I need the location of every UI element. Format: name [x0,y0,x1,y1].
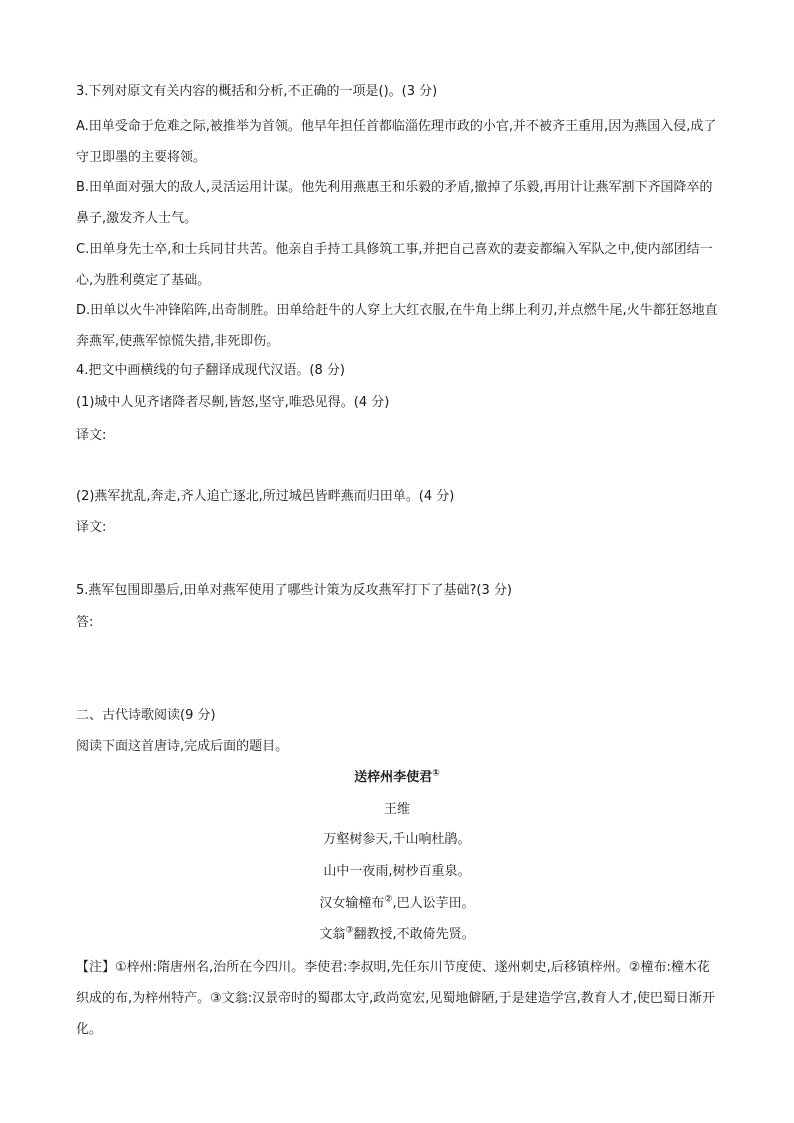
poem-line-2: 山中一夜雨,树杪百重泉。 [323,864,471,879]
poem-title-note: ① [432,768,440,779]
q5-answer-label: 答: [76,615,94,630]
section-instruction: 阅读下面这首唐诗,完成后面的题目。 [76,739,289,754]
q5-stem: 5.燕军包围即墨后,田单对燕军使用了哪些计策为反攻燕军打下了基础?(3 分) [76,583,512,598]
poem-title: 送梓州李使君① [354,768,440,785]
q3-option-c: C.田单身先士卒,和士兵同甘共苦。他亲自手持工具修筑工事,并把自己喜欢的妻妾都编入军队之中,使内部团结一心,为胜利奠定了基础。 [76,242,713,288]
poem-line-1: 万壑树参天,千山响杜鹃。 [323,832,471,847]
q4-sentence-1: (1)城中人见齐诸降者尽劓,皆怒,坚守,唯恐见得。(4 分) [76,395,390,410]
poem-line-4-note: ③ [345,925,354,936]
q4-translation-label-2: 译文: [76,520,107,535]
annotation-notes: 【注】①梓州:隋唐州名,治所在今四川。李使君:李叔明,先任东川节度使、遂州刺史,后移镇梓州。②橦布:橦木花织成的布,为梓州特产。③文翁:汉景帝时的蜀郡太守,政尚宽宏,见蜀地僻陋,于是建造学宫,教育人才,使巴蜀日渐开化。 [76,960,715,1037]
q3-stem: 3.下列对原文有关内容的概括和分析,不正确的一项是()。(3 分) [76,84,438,99]
q4-sentence-2: (2)燕军扰乱,奔走,齐人追亡逐北,所过城邑皆畔燕而归田单。(4 分) [76,489,455,504]
poem-line-3-note: ② [384,894,393,905]
poem-author: 王维 [383,802,410,817]
q4-translation-label-1: 译文: [76,428,107,443]
section-heading: 二、古代诗歌阅读(9 分) [76,708,216,723]
q3-option-a: A.田单受命于危难之际,被推举为首领。他早年担任首都临淄佐理市政的小官,并不被齐王重用,因为燕国入侵,成了守卫即墨的主要将领。 [76,119,717,165]
q4-stem: 4.把文中画横线的句子翻译成现代汉语。(8 分) [76,363,345,378]
q3-option-d: D.田单以火牛冲锋陷阵,出奇制胜。田单给赶牛的人穿上大红衣服,在牛角上绑上利刃,并点燃牛尾,火牛都狂怒地直奔燕军,使燕军惊慌失措,非死即伤。 [76,303,718,349]
poem-line-4: 文翁③翻教授,不敢倚先贤。 [319,925,475,942]
poem-line-3: 汉女输橦布②,巴人讼芋田。 [319,894,475,911]
q3-option-b: B.田单面对强大的敌人,灵活运用计谋。他先利用燕惠王和乐毅的矛盾,撤掉了乐毅,再用计让燕军割下齐国降卒的鼻子,激发齐人士气。 [76,180,713,226]
